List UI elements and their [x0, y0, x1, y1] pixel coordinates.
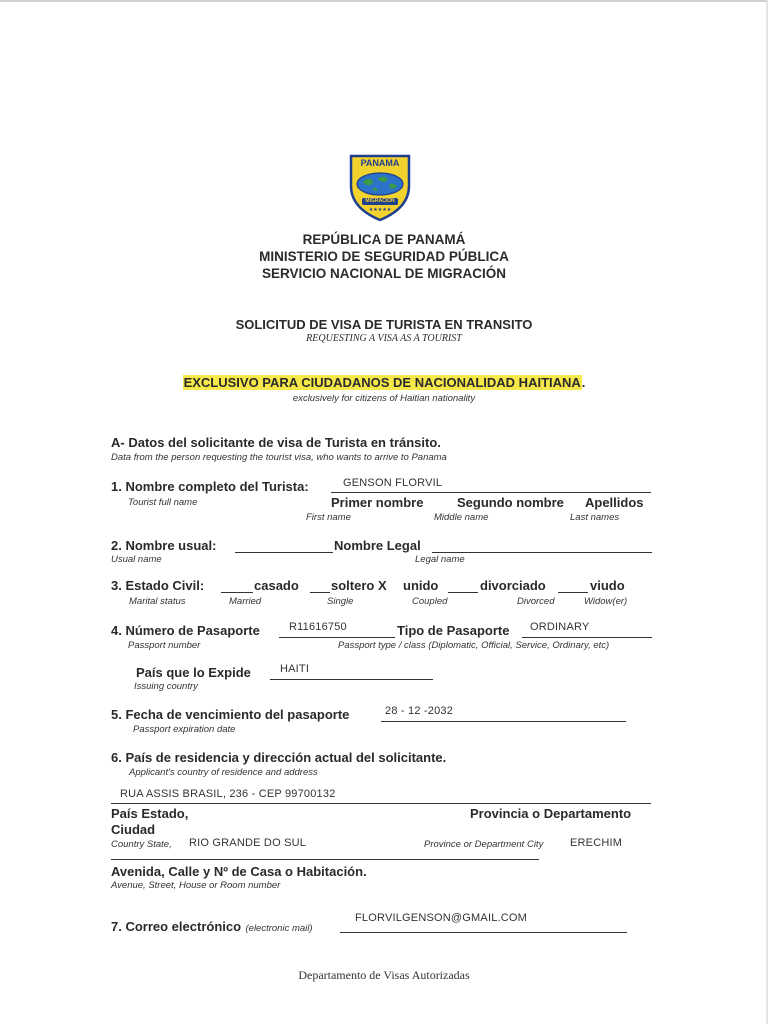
q6-sub: Applicant's country of residence and address — [129, 767, 318, 778]
q3-unido: unido — [403, 578, 439, 593]
q5-label: 5. Fecha de vencimiento del pasaporte — [111, 707, 350, 722]
q7-underline — [340, 932, 627, 933]
header-ministry: MINISTERIO DE SEGURIDAD PÚBLICA — [259, 249, 509, 264]
exclusive-notice-english: exclusively for citizens of Haitian nationality — [292, 393, 476, 404]
q3-divorced: Divorced — [517, 596, 555, 607]
q6-provincia: Provincia o Departamento — [470, 806, 632, 821]
q1-col-first-name-en: First name — [306, 512, 351, 523]
q3-viudo-blank — [558, 592, 588, 593]
form-title-english: REQUESTING A VISA AS A TOURIST — [306, 333, 462, 344]
logo-bottom-text: MIGRACIÓN — [365, 198, 395, 204]
q4-issuing-country-value: HAITI — [280, 663, 310, 675]
q6-country-state-sub: Country State, — [111, 839, 172, 850]
q6-pais-estado: País Estado, — [111, 806, 189, 821]
q2-sub: Usual name — [111, 554, 162, 565]
q1-full-name-value: GENSON FLORVIL — [343, 477, 443, 489]
q4-country-underline — [270, 679, 433, 680]
q4-label: 4. Número de Pasaporte — [111, 623, 260, 638]
q6-avenida: Avenida, Calle y Nº de Casa o Habitación. — [111, 864, 367, 879]
q4-type-label: Tipo de Pasaporte — [397, 623, 510, 638]
page-edge — [0, 0, 768, 2]
q6-province-city-sub: Province or Department City — [424, 839, 544, 850]
header-service: SERVICIO NACIONAL DE MIGRACIÓN — [261, 266, 507, 281]
section-a-title: A- Datos del solicitante de visa de Turista en tránsito. — [111, 435, 441, 450]
q2-legal-label: Nombre Legal — [334, 538, 421, 553]
q6-city-underline — [111, 859, 539, 860]
q3-divorciado-blank — [448, 592, 478, 593]
q2-label: 2. Nombre usual: — [111, 538, 217, 553]
q1-label: 1. Nombre completo del Turista: — [111, 479, 309, 494]
svg-text:★★★★★: ★★★★★ — [368, 207, 392, 213]
q3-label: 3. Estado Civil: — [111, 578, 205, 593]
q6-address-value: RUA ASSIS BRASIL, 236 - CEP 99700132 — [120, 788, 336, 800]
q7-label — [111, 918, 313, 936]
q7-label-text: 7. Correo electrónico — [111, 919, 242, 934]
header-republic: REPÚBLICA DE PANAMÁ — [302, 232, 466, 247]
q3-married: Married — [229, 596, 262, 607]
q4-underline — [279, 637, 395, 638]
q6-address-underline — [111, 803, 651, 804]
q1-col-last-names-en: Last names — [570, 512, 620, 523]
q4-passport-number-value: R11616750 — [289, 621, 347, 633]
q6-label: 6. País de residencia y dirección actual del solicitante. — [111, 750, 447, 765]
q7-email-value: FLORVILGENSON@GMAIL.COM — [355, 912, 528, 924]
q1-col-last-names: Apellidos — [585, 495, 644, 510]
q4-country-label: País que lo Expide — [136, 665, 251, 680]
q5-expiration-value: 28 - 12 -2032 — [385, 705, 454, 717]
q5-sub: Passport expiration date — [133, 724, 236, 735]
q6-avenida-sub: Avenue, Street, House or Room number — [111, 880, 281, 891]
q4-sub: Passport number — [128, 640, 201, 651]
logo-top-text: PANAMA — [360, 158, 400, 168]
q3-divorciado: divorciado — [480, 578, 546, 593]
q3-coupled: Coupled — [412, 596, 448, 607]
q2-underline — [235, 552, 333, 553]
exclusive-notice — [0, 375, 768, 390]
form-title: SOLICITUD DE VISA DE TURISTA EN TRANSITO — [235, 317, 533, 332]
q5-underline — [381, 721, 626, 722]
q3-sub: Marital status — [129, 596, 186, 607]
q1-sub: Tourist full name — [128, 497, 198, 508]
q3-single: Single — [327, 596, 354, 607]
migracion-logo — [345, 150, 415, 224]
q4-passport-type-value: ORDINARY — [530, 621, 590, 633]
q3-soltero: soltero X — [331, 578, 387, 593]
q4-country-sub: Issuing country — [134, 681, 198, 692]
exclusive-notice-period: . — [581, 375, 586, 390]
q4-type-sub: Passport type / class (Diplomatic, Official, Service, Ordinary, etc) — [338, 640, 610, 651]
q1-col-first-name: Primer nombre — [331, 495, 424, 510]
q6-city-value: ERECHIM — [570, 837, 623, 849]
q3-casado: casado — [254, 578, 299, 593]
q1-underline — [331, 492, 651, 493]
q1-col-middle-name-en: Middle name — [434, 512, 489, 523]
q7-label-english: (electronic mail) — [245, 923, 313, 934]
q4-type-underline — [522, 637, 652, 638]
q1-col-middle-name: Segundo nombre — [457, 495, 564, 510]
q3-widow: Widow(er) — [584, 596, 628, 607]
footer-department: Departamento de Visas Autorizadas — [298, 968, 470, 982]
q2-legal-sub: Legal name — [415, 554, 465, 565]
q3-viudo: viudo — [590, 578, 625, 593]
q2-legal-underline — [432, 552, 652, 553]
exclusive-notice-text: EXCLUSIVO PARA CIUDADANOS DE NACIONALIDAD HAITIANA — [183, 375, 581, 390]
q3-casado-blank — [221, 592, 253, 593]
q6-state-value: RIO GRANDE DO SUL — [189, 837, 307, 849]
q6-ciudad: Ciudad — [111, 822, 156, 837]
section-a-subtitle: Data from the person requesting the tourist visa, who wants to arrive to Panama — [111, 452, 447, 463]
q3-soltero-blank — [310, 592, 330, 593]
